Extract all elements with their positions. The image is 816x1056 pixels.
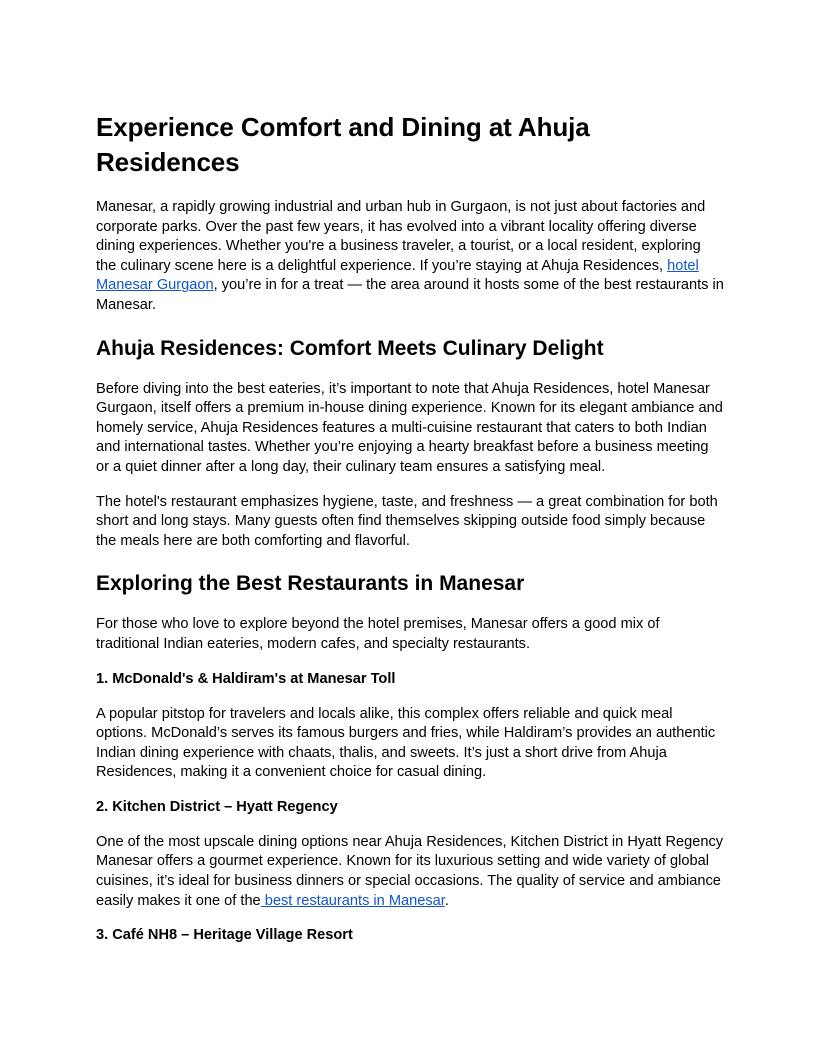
kitchen-district-text-after-link: . [444, 892, 449, 909]
intro-paragraph [96, 198, 724, 316]
section1-paragraph-2: The hotel's restaurant emphasizes hygiene, taste, and freshness — a great combination for both short and long stays. Many guests often find themselves skipping outside food simply because the meals here are both comforting and flavorful. [96, 493, 718, 549]
section-heading-ahuja-residences: Ahuja Residences: Comfort Meets Culinary Delight [96, 336, 604, 360]
document-page [96, 110, 724, 961]
page-title: Experience Comfort and Dining at Ahuja Residences [96, 112, 590, 177]
section2-intro-paragraph: For those who love to explore beyond the hotel premises, Manesar offers a good mix of traditional Indian eateries, modern cafes, and specialty restaurants. [96, 616, 660, 652]
section1-paragraph-1: Before diving into the best eateries, it’s important to note that Ahuja Residences, hotel Manesar Gurgaon, itself offers a premium in-house dining experience. Known for its elegant ambiance and homely service, Ahuja Residences features a multi-cuisine restaurant that caters to both Indian and international tastes. Whether you’re enjoying a hearty breakfast before a business meeting or a quiet dinner after a long day, their culinary team ensures a satisfying meal. [96, 380, 723, 475]
restaurant-text-kitchen-district [96, 833, 724, 911]
best-restaurants-in-manesar-link[interactable]: best restaurants in Manesar [260, 892, 445, 909]
hotel-manesar-gurgaon-link[interactable]: hotel Manesar Gurgaon [96, 257, 699, 294]
intro-text-before-link: Manesar, a rapidly growing industrial and urban hub in Gurgaon, is not just about factories and corporate parks. Over the past few years, it has evolved into a vibrant locality offering diverse dining experiences. Whether you're a business traveler, a tourist, or a local resident, exploring the culinary scene here is a delightful experience. If you’re staying at Ahuja Residences, [96, 199, 706, 274]
restaurant-text-mcdonalds-haldirams: A popular pitstop for travelers and locals alike, this complex offers reliable and quick meal options. McDonald’s serves its famous burgers and fries, while Haldiram’s provides an authentic Indian dining experience with chaats, thalis, and sweets. It’s just a short drive from Ahuja Residences, making it a convenient choice for casual dining. [96, 705, 716, 781]
restaurant-heading-mcdonalds-haldirams: 1. McDonald's & Haldiram's at Manesar Toll [96, 670, 396, 687]
kitchen-district-text-before-link: One of the most upscale dining options near Ahuja Residences, Kitchen District in Hyatt Regency Manesar offers a gourmet experience. Known for its luxurious setting and wide variety of global cuisines, it’s ideal for business dinners or special occasions. The quality of service and ambiance easily makes it one of the [96, 833, 724, 909]
intro-text-after-link: , you’re in for a treat — the area around it hosts some of the best restaurants in Manesar. [96, 277, 724, 313]
restaurant-heading-cafe-nh8: 3. Café NH8 – Heritage Village Resort [96, 927, 353, 944]
section-heading-best-restaurants: Exploring the Best Restaurants in Manesar [96, 572, 525, 596]
restaurant-heading-kitchen-district: 2. Kitchen District – Hyatt Regency [96, 798, 338, 815]
